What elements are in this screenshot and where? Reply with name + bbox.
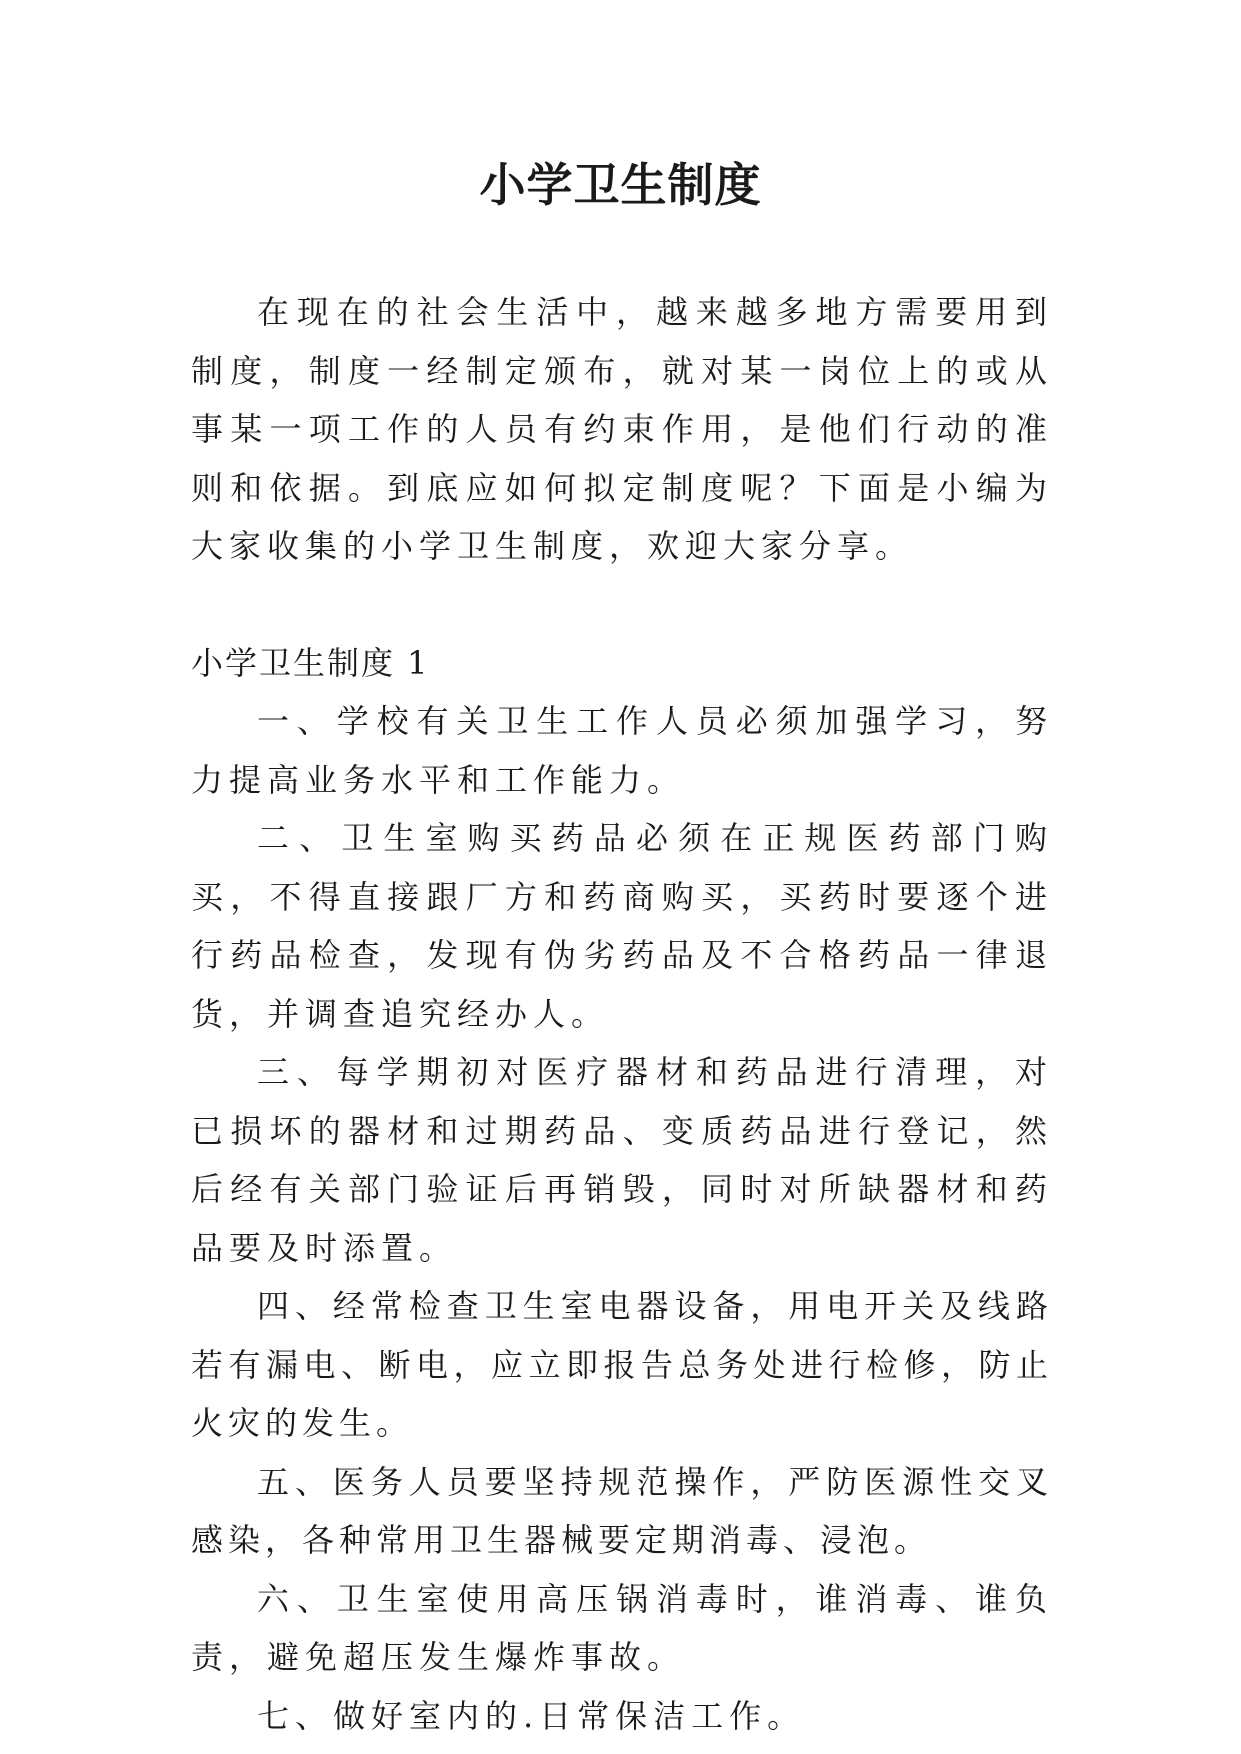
document-title: 小学卫生制度 [479, 158, 762, 212]
document-body [191, 283, 1053, 1745]
section-heading: 小学卫生制度 1 [191, 643, 430, 682]
rule-item-4: 四、经常检查卫生室电器设备，用电开关及线路若有漏电、断电，应立即报告总务处进行检修，防止火灾的发生。 [191, 1287, 1053, 1442]
intro-paragraph: 在现在的社会生活中，越来越多地方需要用到制度，制度一经制定颁布，就对某一岗位上的或从事某一项工作的人员有约束作用，是他们行动的准则和依据。到底应如何拟定制度呢？下面是小编为大家收集的小学卫生制度，欢迎大家分享。 [191, 293, 1053, 565]
rule-item-7: 七、做好室内的.日常保洁工作。 [257, 1696, 806, 1735]
rule-item-2: 二、卫生室购买药品必须在正规医药部门购买，不得直接跟厂方和药商购买，买药时要逐个进行药品检查，发现有伪劣药品及不合格药品一律退货，并调查追究经办人。 [191, 819, 1053, 1033]
rule-item-3: 三、每学期初对医疗器材和药品进行清理，对已损坏的器材和过期药品、变质药品进行登记，然后经有关部门验证后再销毁，同时对所缺器材和药品要及时添置。 [191, 1053, 1053, 1267]
rule-item-1: 一、学校有关卫生工作人员必须加强学习，努力提高业务水平和工作能力。 [191, 702, 1053, 799]
rule-item-6: 六、卫生室使用高压锅消毒时，谁消毒、谁负责，避免超压发生爆炸事故。 [191, 1579, 1053, 1676]
rule-item-5: 五、医务人员要坚持规范操作，严防医源性交叉感染，各种常用卫生器械要定期消毒、浸泡。 [191, 1462, 1053, 1559]
